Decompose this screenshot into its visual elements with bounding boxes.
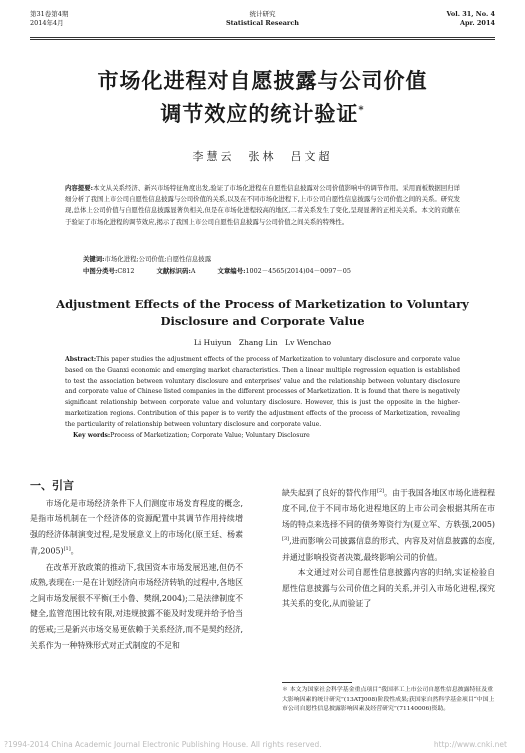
body-paragraph: 在改革开放政策的推动下,我国资本市场发展迅速,但仍不成熟,表现在:一是在计划经济向市场经济转轨的过程中,各地区之间市场发展很不平衡(王小鲁、樊纲,2004);二是法律制度不健全,监管范围比较有限,对违规披露不能及时发现并给予恰当的惩戒;三是新兴市场交易更依赖于关系经济,而不是契约经济,关系作为一种特殊形式对正式制度的不足和: [30, 562, 243, 650]
authors-cn: 李慧云 张林 吕文超: [192, 150, 333, 163]
body-paragraph: 缺失起到了良好的替代作用[2]。由于我国各地区市场化进程程度不同,位于不同市场化进程地区的上市公司会根据其所在市场的特点来选择不同的债务筹资行为(夏立军、方轶强,2005)[3],进而影响公司披露信息的形式、内容及对信息披露的态度,并通过影响投资者决策,最终影响公司的价值。: [282, 488, 495, 562]
en-title-line-2: Disclosure and Corporate Value: [160, 314, 365, 328]
paper-title-en: [40, 296, 485, 330]
volume-en: Vol. 31, No. 4: [446, 10, 495, 18]
keywords-cn-text: 市场化进程;公司价值;自愿性信息披露: [104, 255, 212, 263]
abstract-cn-label: 内容提要:: [65, 184, 93, 192]
title-footnote-mark: *: [358, 105, 365, 116]
keywords-en: [65, 431, 460, 442]
footnote-rule: [282, 682, 352, 683]
date-en: Apr. 2014: [459, 19, 495, 27]
abstract-cn: [65, 183, 460, 228]
volume-cn: 第31卷第4期: [30, 10, 69, 18]
authors-en: Li Huiyun Zhang Lin Lv Wenchao: [193, 338, 332, 347]
title-line-2: 调节效应的统计验证: [160, 101, 359, 126]
classification-line: [83, 266, 460, 276]
article-id-value: 1002－4565(2014)04－0097－05: [245, 267, 351, 275]
reference-mark: [3]: [282, 536, 290, 543]
abstract-en-text: This paper studies the adjustment effects of the process of Marketization to voluntary disclosure and corporate value based on the Guanxi economic and emerging market characteristics. Then a linear multiple regression equation is established to test the association between voluntary disclosure and enterprises' value and the relationship between voluntary disclosure and corporate value of Chinese listed companies in the different processes of Marketization. It is found that there is negatively significant relationship between corporate value and voluntary disclosure. However, this is just the opposite in the higher-marketization regions. Contribution of this paper is to verify the adjustment effects of the process of Marketization, revealing the particularity of relationship between voluntary disclosure and corporate value.: [65, 356, 460, 428]
article-id-label: 文章编号:: [217, 267, 246, 275]
section-heading-introduction: 一、引言: [30, 479, 74, 492]
header-rule-top: [30, 37, 495, 38]
body-paragraph: 市场化是市场经济条件下人们测度市场发育程度的概念,是指市场机制在一个经济体的资源配置中其调节作用持续增强的经济体制演变过程,是发展意义上的市场化(原王廷、杨素青,2005)[1]。: [30, 498, 243, 556]
date-cn: 2014年4月: [30, 19, 64, 27]
footnote: ＊ 本文为国家社会科学基金重点项目“我国率工上市公司自愿性信息披露特征及重大影响因素的统计研究”(13ATJ008)阶段性成果;获国家自然科学基金项目“中国上市公司自愿性信息披露影响因素及经营研究”(71140006)资助。: [282, 687, 495, 713]
abstract-en-label: Abstract:: [65, 356, 97, 363]
abstract-cn-text: 本文从关系经济、新兴市场特征角度出发,验证了市场化进程在自愿性信息披露对公司价值影响中的调节作用。采用面板数据回归详细分析了我国上市公司自愿性信息披露与公司价值的关系,以及在不同市场化进程下,上市公司自愿性信息披露与公司价值之间的关系。研究发现,总体上公司价值与自愿性信息披露显著负相关,但是在市场化进程较高的地区,二者关系发生了变化,呈现显著的正相关关系。本文的贡献在于验证了市场化进程的调节效应,揭示了我国上市公司自愿性信息披露与公司价值之间关系的特殊性。: [65, 184, 461, 226]
clc-value: C812: [117, 267, 135, 275]
doc-code-value: A: [190, 267, 196, 275]
journal-cn: 统计研究: [249, 10, 276, 18]
body-column-left: [30, 478, 243, 653]
doc-code-label: 文献标识码:: [156, 267, 191, 275]
en-title-line-1: Adjustment Effects of the Process of Marketization to Voluntary: [56, 297, 469, 311]
reference-mark: [1]: [63, 546, 71, 553]
keywords-en-text: Process of Marketization; Corporate Value; Voluntary Disclosure: [110, 431, 310, 439]
paper-title-cn: [40, 66, 485, 129]
header-rule-bottom: [30, 39, 495, 40]
header-right: [446, 10, 495, 28]
body-paragraph: 本文通过对公司自愿性信息披露内容的归纳,实证检验自愿性信息披露与公司价值之间的关系,并引入市场化进程,探究其关系的变化,从而验证了: [282, 568, 495, 609]
title-line-1: 市场化进程对自愿披露与公司价值: [97, 68, 428, 93]
copyright-text: ?1994-2014 China Academic Journal Electronic Publishing House. All rights reserved.: [4, 740, 322, 749]
abstract-en: [65, 355, 460, 441]
keywords-cn: [83, 254, 460, 264]
body-column-right: [282, 484, 495, 612]
keywords-en-label: Key words:: [73, 431, 111, 439]
running-header: [30, 10, 495, 40]
header-center: [30, 10, 495, 28]
source-url: http://www.cnki.net: [433, 740, 507, 749]
keywords-cn-label: 关键词:: [83, 255, 105, 263]
reference-mark: [2]: [377, 488, 385, 494]
journal-en: Statistical Research: [225, 19, 300, 27]
clc-label: 中图分类号:: [83, 267, 118, 275]
